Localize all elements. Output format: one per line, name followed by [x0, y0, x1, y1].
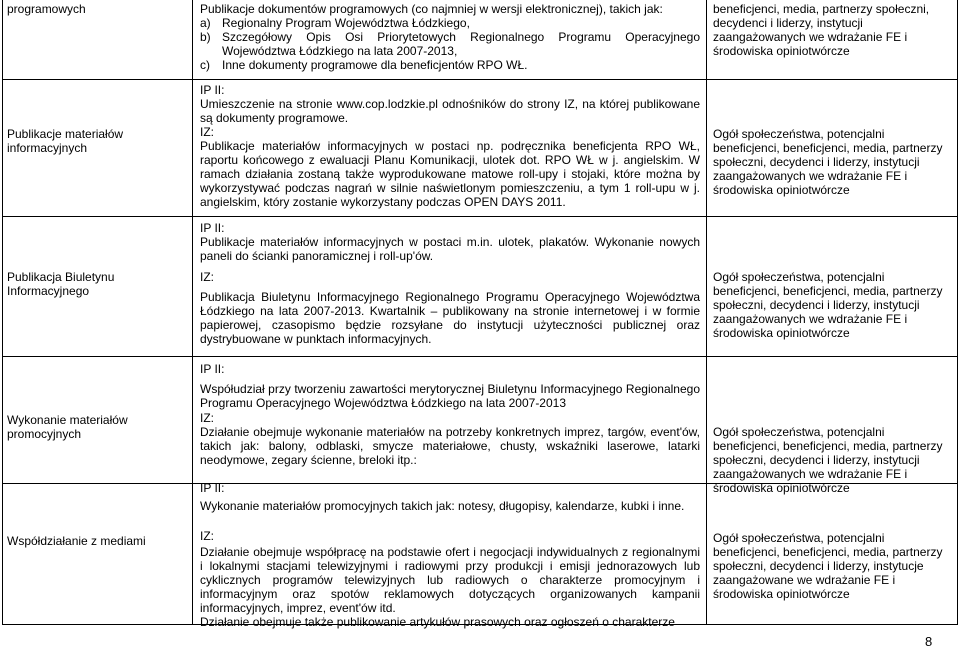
iz-text: Działanie obejmuje także publikowanie artykułów prasowych oraz ogłoszeń o charakterze	[200, 615, 675, 629]
row-label: Publikacje materiałów informacyjnych	[7, 127, 124, 155]
list-item	[200, 30, 700, 58]
iz-text: Publikacje materiałów informacyjnych w postaci np. podręcznika beneficjenta RPO WŁ, raportu końcowego z ewaluacji Planu Komunikacji, ulotek dot. RPO WŁ w j. angielskim. W ramach działania zostaną także wyprodukowane matowe roll-upy i stojaki, które można by wykorzystywać podczas nagrań w silnie naświetlonym pomieszczeniu, a tym 1 roll-upu w j. angielskim, który zostanie wykorzystany podczas OPEN DAYS 2011.	[200, 139, 700, 209]
iz-text: Działanie obejmuje współpracę na podstawie ofert i negocjacji indywidualnych z regionalnymi i lokalnymi stacjami telewizyjnymi i radiowymi przy produkcji i emisji jednorazowych lub cyklicznych programów telewizyjnych lub radiowych o charakterze promocyjnym i informacyjnym oraz spotów reklamowych dotyczących organizowanych kampanii informacyjnych, imprez, event'ów itd.	[200, 545, 700, 615]
iz-label: IZ:	[200, 411, 214, 425]
iz-label: IZ:	[200, 529, 214, 543]
target-audience: Ogół społeczeństwa, potencjalni beneficjenci, beneficjenci, media, partnerzy społeczni, decydenci i liderzy, instytucji zaangażowanych we wdrażanie FE i środowiska opiniotwórcze	[713, 425, 943, 495]
ip2-text: Wykonanie materiałów promocyjnych takich jak: notesy, długopisy, kalendarze, kubki i inne.	[200, 499, 685, 513]
ip2-label: IP II:	[200, 83, 225, 97]
list-text: Inne dokumenty programowe dla beneficjentów RPO WŁ.	[222, 58, 528, 72]
row-content	[200, 83, 700, 263]
ip2-label: IP II:	[200, 362, 225, 376]
list-marker: a)	[200, 16, 211, 30]
table-divider-col2	[706, 0, 707, 625]
ip2-text: Umieszczenie na stronie www.cop.lodzkie.pl odnośników do strony IZ, na której publikowane są dokumenty programowe.	[200, 97, 700, 125]
iz-text: Działanie obejmuje wykonanie materiałów na potrzeby konkretnych imprez, targów, event'ów, takich jak: balony, odblaski, smycze materiałowe, chusty, wskaźniki laserowe, latarki neodymowe, zegary ścienne, breloki itp.:	[200, 425, 700, 467]
iz-text: Publikacja Biuletynu Informacyjnego Regionalnego Programu Operacyjnego Województwa Łódzkiego na lata 2007-2013. Kwartalnik – publikowany na stronie internetowej i w formie papierowej, czasopismo będzie rozsyłane do instytucji użyteczności publicznej oraz dystrybuowane w punktach informacyjnych.	[200, 290, 700, 346]
list-text: Szczegółowy Opis Osi Priorytetowych Regionalnego Programu Operacyjnego Województwa Łódzkiego na lata 2007-2013,	[222, 30, 700, 58]
target-audience: Ogół społeczeństwa, potencjalni beneficjenci, beneficjenci, media, partnerzy społeczni, decydenci i liderzy, instytucji zaangażowanych we wdrażanie FE i środowiska opiniotwórcze	[713, 127, 943, 197]
page-number: 8	[925, 634, 933, 649]
list-marker: c)	[200, 58, 210, 72]
intro-text: Publikacje dokumentów programowych (co najmniej w wersji elektronicznej), takich jak:	[200, 2, 663, 16]
ip2-text: Współudział przy tworzeniu zawartości merytorycznej Biuletynu Informacyjnego Regionalnego Programu Operacyjnego Województwa Łódzkiego na lata 2007-2013	[200, 382, 700, 410]
ip2-text: Publikacje materiałów informacyjnych w postaci m.in. ulotek, plakatów. Wykonanie nowych paneli do ścianki panoramicznej i roll-up'ów.	[200, 235, 700, 263]
list-text: Regionalny Program Województwa Łódzkiego,	[222, 16, 470, 30]
row-content	[200, 411, 700, 513]
row-label: Publikacja Biuletynu Informacyjnego	[7, 270, 115, 298]
target-audience: Ogół społeczeństwa, potencjalni beneficjenci, beneficjenci, media, partnerzy społeczni, decydenci i liderzy, instytucji zaangażowanych we wdrażanie FE i środowiska opiniotwórcze	[713, 270, 943, 340]
list-item	[200, 58, 700, 72]
target-audience: Ogół społeczeństwa, potencjalni beneficjenci, beneficjenci, media, partnerzy społeczni, decydenci i liderzy, instytucje zaangażowane we wdrażanie FE i środowiska opiniotwórcze	[713, 531, 943, 601]
row-content	[200, 270, 700, 410]
row-content	[200, 529, 700, 629]
table-border-left	[2, 0, 3, 625]
row-content	[200, 2, 700, 72]
iz-label: IZ:	[200, 270, 214, 284]
target-audience: beneficjenci, media, partnerzy społeczni, decydenci i liderzy, instytucji zaangażowanych we wdrażanie FE i środowiska opiniotwórcze	[713, 2, 930, 58]
list-item	[200, 16, 700, 30]
row-label: programowych	[7, 2, 86, 16]
row-divider	[2, 79, 958, 80]
ip2-label: IP II:	[200, 481, 225, 495]
list-marker: b)	[200, 30, 211, 44]
iz-label: IZ:	[200, 125, 214, 139]
table-border-right	[957, 0, 958, 625]
table-divider-col1	[192, 0, 193, 625]
row-label: Współdziałanie z mediami	[7, 534, 146, 548]
row-label: Wykonanie materiałów promocyjnych	[7, 413, 128, 441]
ip2-label: IP II:	[200, 221, 225, 235]
